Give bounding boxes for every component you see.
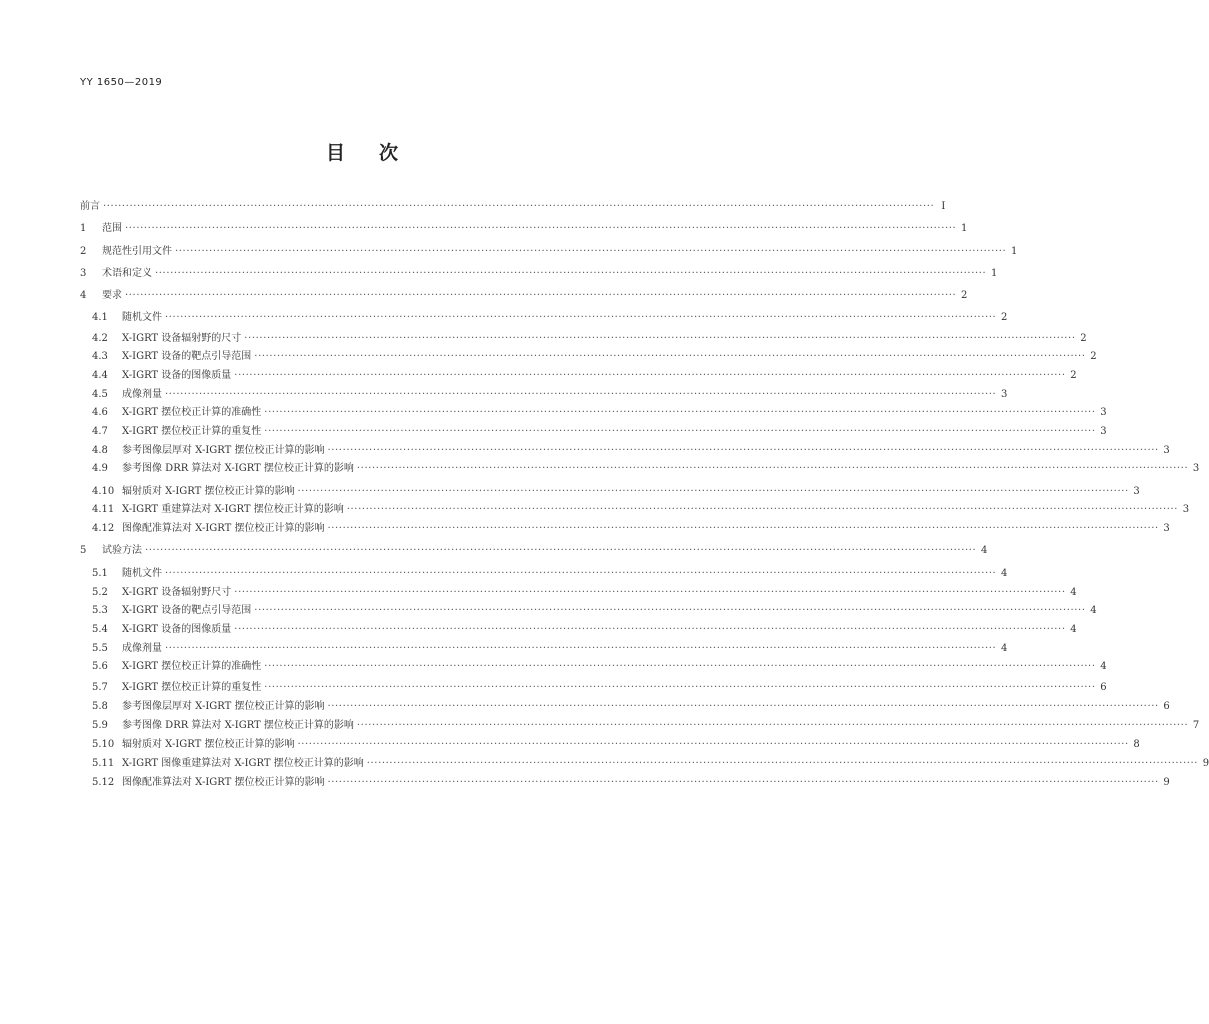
toc-leader-dots: ····························································································································································································································: [264, 426, 1096, 437]
toc-page-number: 9: [1163, 777, 1170, 788]
toc-entry[interactable]: [92, 775, 1170, 791]
toc-entry-title: X-IGRT 摆位校正计算的准确性: [122, 407, 262, 418]
toc-leader-dots: ····························································································································································································································: [175, 246, 1007, 257]
toc-entry-title: 参考图像 DRR 算法对 X-IGRT 摆位校正计算的影响: [122, 463, 354, 474]
toc-entry[interactable]: [80, 543, 988, 559]
toc-page-number: 4: [1070, 624, 1077, 635]
toc-page-number: 3: [1000, 389, 1008, 400]
toc-entry-number: 4.7: [92, 426, 108, 437]
toc-leader-dots: ····························································································································································································································: [165, 389, 997, 400]
toc-entry-number: 5.1: [92, 568, 108, 579]
toc-entry[interactable]: [92, 521, 1170, 537]
toc-leader-dots: ····························································································································································································································: [244, 333, 1076, 344]
toc-entry-title: 随机文件: [122, 312, 162, 323]
toc-leader-dots: ····························································································································································································································: [254, 605, 1086, 616]
toc-leader-dots: ····························································································································································································································: [165, 568, 997, 579]
toc-page-number: 3: [1100, 426, 1107, 437]
toc-entry-title: X-IGRT 重建算法对 X-IGRT 摆位校正计算的影响: [122, 504, 344, 515]
toc-entry-title: 图像配准算法对 X-IGRT 摆位校正计算的影响: [122, 777, 325, 788]
toc-entry-title: 辐射质对 X-IGRT 摆位校正计算的影响: [122, 739, 295, 750]
toc-page-number: 3: [1163, 523, 1170, 534]
toc-entry-title: 成像剂量: [122, 643, 162, 654]
toc-entry[interactable]: [80, 266, 998, 282]
toc-page-number: 2: [1080, 333, 1087, 344]
toc-entry-title: 术语和定义: [102, 268, 152, 279]
toc-page-number: 6: [1100, 682, 1107, 693]
toc-entry[interactable]: [80, 221, 968, 237]
toc-entry[interactable]: [92, 310, 1008, 326]
toc-page-number: 2: [960, 290, 968, 301]
toc-leader-dots: ····························································································································································································································: [264, 661, 1096, 672]
standard-code: YY 1650—2019: [80, 77, 163, 88]
toc-leader-dots: ····························································································································································································································: [103, 201, 935, 212]
toc-entry-title: 参考图像层厚对 X-IGRT 摆位校正计算的影响: [122, 701, 325, 712]
toc-entry[interactable]: [92, 659, 1107, 675]
toc-leader-dots: ····························································································································································································································: [327, 701, 1159, 712]
toc-entry-number: 4: [80, 290, 87, 301]
toc-entry-number: 5.4: [92, 624, 108, 635]
toc-entry[interactable]: [92, 349, 1097, 365]
toc-leader-dots: ····························································································································································································································: [264, 682, 1096, 693]
toc-entry-number: 5.10: [92, 739, 115, 750]
toc-page-number: 2: [1070, 370, 1077, 381]
toc-leader-dots: ····························································································································································································································: [234, 624, 1066, 635]
toc-leader-dots: ····························································································································································································································: [356, 720, 1189, 731]
toc-entry[interactable]: [92, 461, 1200, 477]
toc-entry-number: 4.10: [92, 486, 115, 497]
toc-leader-dots: ····························································································································································································································: [254, 351, 1086, 362]
toc-entry-number: 5.7: [92, 682, 108, 693]
toc-leader-dots: ····························································································································································································································: [125, 290, 957, 301]
toc-leader-dots: ····························································································································································································································: [234, 587, 1066, 598]
toc-leader-dots: ····························································································································································································································: [264, 407, 1096, 418]
toc-entry-title: X-IGRT 设备的图像质量: [122, 370, 232, 381]
toc-entry-title: X-IGRT 摆位校正计算的准确性: [122, 661, 262, 672]
toc-entry-number: 4.11: [92, 504, 115, 515]
toc-leader-dots: ····························································································································································································································: [234, 370, 1066, 381]
toc-entry-title: X-IGRT 设备的图像质量: [122, 624, 232, 635]
toc-page-number: 4: [1100, 661, 1107, 672]
toc-entry[interactable]: [92, 718, 1200, 734]
toc-entry[interactable]: [92, 585, 1077, 601]
toc-page-number: 7: [1192, 720, 1200, 731]
toc-entry-number: 4.12: [92, 523, 115, 534]
toc-leader-dots: ····························································································································································································································: [327, 523, 1159, 534]
toc-entry-number: 1: [80, 223, 87, 234]
toc-entry[interactable]: [92, 622, 1077, 638]
toc-page-number: 3: [1163, 445, 1170, 456]
toc-page-number: 3: [1133, 486, 1140, 497]
toc-entry-number: 5.5: [92, 643, 108, 654]
toc-entry[interactable]: [92, 680, 1107, 696]
toc-leader-dots: ····························································································································································································································: [346, 504, 1179, 515]
toc-entry-number: 4.4: [92, 370, 108, 381]
toc-leader-dots: ····························································································································································································································: [356, 463, 1189, 474]
toc-entry-number: 5.2: [92, 587, 108, 598]
toc-entry-number: 4.2: [92, 333, 108, 344]
toc-page-number: 6: [1163, 701, 1170, 712]
toc-entry-title: X-IGRT 图像重建算法对 X-IGRT 摆位校正计算的影响: [122, 758, 364, 769]
toc-entry[interactable]: [92, 424, 1107, 440]
toc-entry-title: 辐射质对 X-IGRT 摆位校正计算的影响: [122, 486, 295, 497]
toc-leader-dots: ····························································································································································································································: [145, 545, 977, 556]
toc-entry[interactable]: [92, 603, 1097, 619]
toc-page-number: 3: [1192, 463, 1200, 474]
toc-entry-title: X-IGRT 摆位校正计算的重复性: [122, 682, 262, 693]
toc-entry-title: 图像配准算法对 X-IGRT 摆位校正计算的影响: [122, 523, 325, 534]
toc-entry-number: 4.9: [92, 463, 108, 474]
toc-entry-number: 5.12: [92, 777, 115, 788]
toc-entry-title: X-IGRT 摆位校正计算的重复性: [122, 426, 262, 437]
toc-page-number: 4: [980, 545, 988, 556]
toc-page-number: 4: [1070, 587, 1077, 598]
toc-page-number: 3: [1100, 407, 1107, 418]
toc-leader-dots: ····························································································································································································································: [125, 223, 957, 234]
toc-entry-title: 要求: [102, 290, 122, 301]
toc-leader-dots: ····························································································································································································································: [327, 445, 1159, 456]
toc-entry-number: 5.8: [92, 701, 108, 712]
toc-leader-dots: ····························································································································································································································: [327, 777, 1159, 788]
toc-entry-title: 前言: [80, 201, 100, 212]
toc-entry[interactable]: [80, 199, 946, 215]
toc-page-number: 4: [1000, 568, 1008, 579]
toc-entry[interactable]: [92, 641, 1008, 657]
toc-entry[interactable]: [92, 699, 1170, 715]
toc-entry-title: 规范性引用文件: [102, 246, 172, 257]
toc-page-number: 3: [1182, 504, 1190, 515]
title-char-1: 目: [325, 142, 345, 164]
toc-page-number: 2: [1090, 351, 1097, 362]
toc-leader-dots: ····························································································································································································································: [297, 486, 1129, 497]
toc-entry-number: 3: [80, 268, 87, 279]
toc-entry-title: 参考图像层厚对 X-IGRT 摆位校正计算的影响: [122, 445, 325, 456]
toc-entry-number: 5.6: [92, 661, 108, 672]
toc-entry-title: 范围: [102, 223, 122, 234]
toc-entry-number: 4.3: [92, 351, 108, 362]
toc-entry[interactable]: [92, 484, 1140, 500]
toc-entry-title: X-IGRT 设备的靶点引导范围: [122, 605, 252, 616]
toc-entry[interactable]: [92, 566, 1008, 582]
toc-page-number: 1: [960, 223, 968, 234]
toc-entry-number: 4.1: [92, 312, 108, 323]
toc-entry-title: X-IGRT 设备的靶点引导范围: [122, 351, 252, 362]
toc-page-number: 4: [1090, 605, 1097, 616]
toc-entry-number: 4.6: [92, 407, 108, 418]
toc-entry-title: 参考图像 DRR 算法对 X-IGRT 摆位校正计算的影响: [122, 720, 354, 731]
toc-leader-dots: ····························································································································································································································: [165, 312, 997, 323]
toc-entry[interactable]: [92, 405, 1107, 421]
toc-page-number: 1: [1010, 246, 1018, 257]
toc-entry[interactable]: [92, 387, 1008, 403]
toc-page-number: 2: [1000, 312, 1008, 323]
toc-entry-number: 4.5: [92, 389, 108, 400]
toc-entry-number: 5.9: [92, 720, 108, 731]
toc-entry-title: 成像剂量: [122, 389, 162, 400]
toc-page-number: 8: [1133, 739, 1140, 750]
toc-page-number: 9: [1202, 758, 1209, 769]
toc-leader-dots: ····························································································································································································································: [297, 739, 1129, 750]
toc-entry[interactable]: [80, 244, 1018, 260]
toc-entry-title: X-IGRT 设备辐射野的尺寸: [122, 333, 242, 344]
toc-entry-number: 4.8: [92, 445, 108, 456]
toc-entry-title: X-IGRT 设备辐射野尺寸: [122, 587, 232, 598]
toc-entry-number: 5.3: [92, 605, 108, 616]
toc-entry[interactable]: [92, 368, 1077, 384]
toc-leader-dots: ····························································································································································································································: [165, 643, 997, 654]
toc-entry-number: 2: [80, 246, 87, 257]
toc-entry[interactable]: [92, 331, 1087, 347]
title-char-2: 次: [379, 142, 399, 164]
toc-entry[interactable]: [92, 502, 1190, 518]
toc-entry[interactable]: [92, 443, 1170, 459]
toc-page-number: Ⅰ: [941, 201, 946, 212]
toc-page-number: 4: [1000, 643, 1008, 654]
toc-entry[interactable]: [92, 756, 1209, 772]
toc-entry[interactable]: [92, 737, 1140, 753]
toc-entry-number: 5.11: [92, 758, 115, 769]
toc-leader-dots: ····························································································································································································································: [155, 268, 987, 279]
toc-entry-title: 随机文件: [122, 568, 162, 579]
toc-leader-dots: ····························································································································································································································: [366, 758, 1199, 769]
toc-entry-number: 5: [80, 545, 87, 556]
toc-entry[interactable]: [80, 288, 968, 304]
toc-entry-title: 试验方法: [102, 545, 142, 556]
toc-page-number: 1: [990, 268, 998, 279]
